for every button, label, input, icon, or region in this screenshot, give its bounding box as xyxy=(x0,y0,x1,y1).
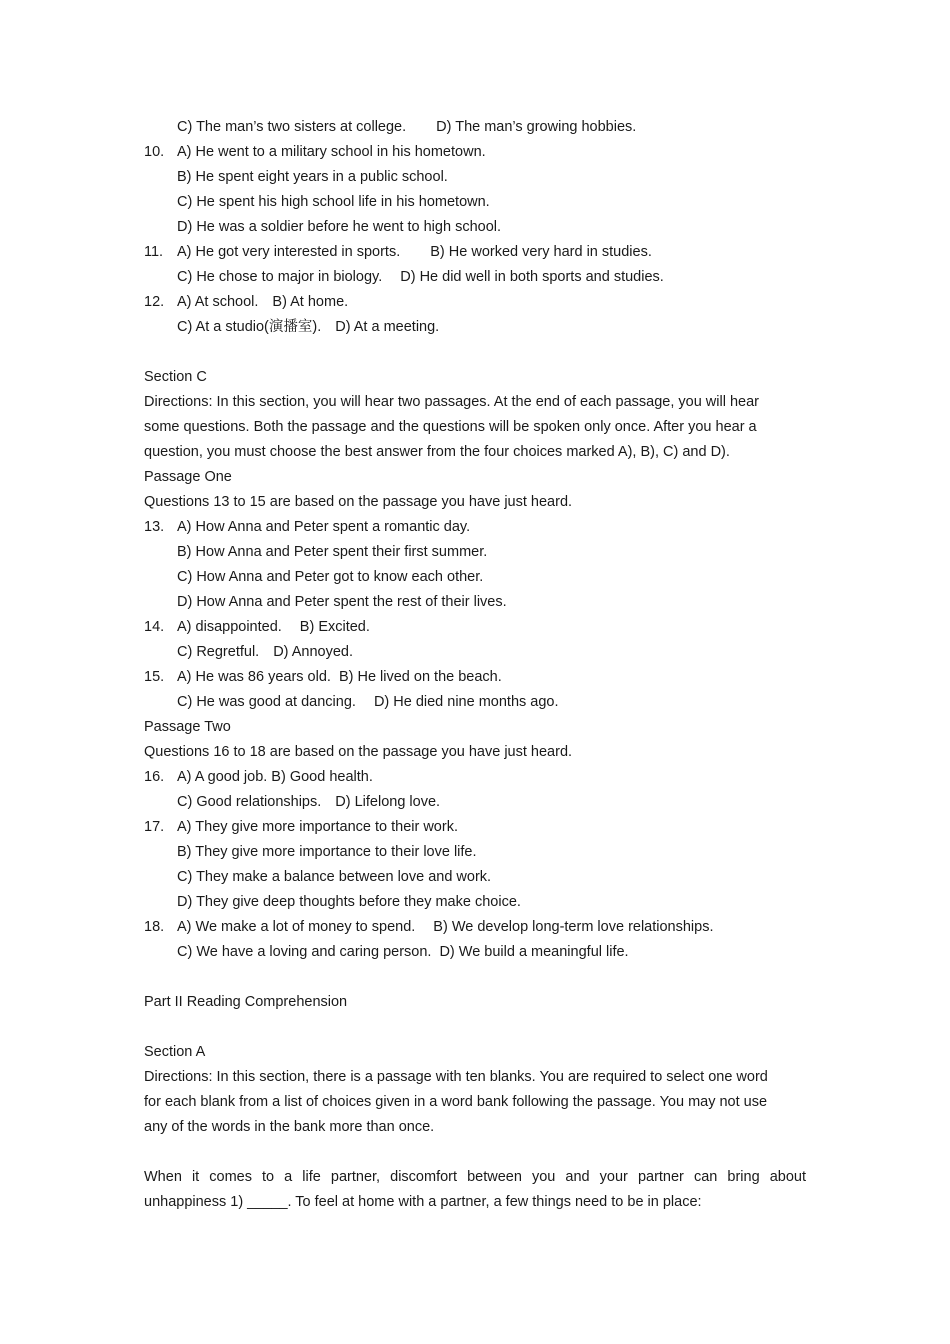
question-17-option-a-line xyxy=(144,815,806,840)
question-18-option-d: D) We build a meaningful life. xyxy=(439,944,629,960)
question-12-options-ab xyxy=(144,290,806,315)
question-14-option-a: A) disappointed. xyxy=(177,619,282,635)
question-16-option-a: A) A good job. xyxy=(177,769,268,785)
question-14-option-d: D) Annoyed. xyxy=(273,644,354,660)
question-16-number: 16. xyxy=(144,769,165,785)
document-page xyxy=(144,115,806,1215)
question-11-option-c: C) He chose to major in biology. xyxy=(177,269,383,285)
passage-line-1: When it comes to a life partner, discomfort between you and your partner can bring about xyxy=(144,1169,806,1185)
question-15-option-b: B) He lived on the beach. xyxy=(338,669,502,685)
question-12-option-b: B) At home. xyxy=(272,294,349,310)
question-16-options-cd xyxy=(144,790,806,815)
section-c-title: Section C xyxy=(144,369,207,385)
section-a-directions-line-2: for each blank from a list of choices given in a word bank following the passage. You may not use xyxy=(144,1094,768,1110)
question-16-options-ab xyxy=(144,765,806,790)
question-14-option-c: C) Regretful. xyxy=(177,644,260,660)
question-17-option-b: B) They give more importance to their love life. xyxy=(177,844,477,860)
section-a-directions-line-3: any of the words in the bank more than once. xyxy=(144,1119,435,1135)
section-a-directions-line-1: Directions: In this section, there is a passage with ten blanks. You are required to select one word xyxy=(144,1069,768,1085)
passage-line-2: unhappiness 1) _____. To feel at home with a partner, a few things need to be in place: xyxy=(144,1194,702,1210)
question-10-option-b: B) He spent eight years in a public school. xyxy=(177,169,448,185)
part-2-title: Part II Reading Comprehension xyxy=(144,994,348,1010)
question-12-option-d: D) At a meeting. xyxy=(335,319,440,335)
question-16-option-b: B) Good health. xyxy=(271,769,373,785)
question-15-option-c: C) He was good at dancing. xyxy=(177,694,356,710)
question-13-number: 13. xyxy=(144,519,165,535)
question-10-option-d: D) He was a soldier before he went to high school. xyxy=(177,219,502,235)
spacer xyxy=(144,340,806,365)
question-18-option-b: B) We develop long-term love relationships. xyxy=(433,919,714,935)
question-15-options-cd xyxy=(144,690,806,715)
question-11-number: 11. xyxy=(144,244,164,260)
question-18-option-a: A) We make a lot of money to spend. xyxy=(177,919,416,935)
question-10-option-c: C) He spent his high school life in his hometown. xyxy=(177,194,490,210)
question-15-option-a: A) He was 86 years old. xyxy=(177,669,331,685)
question-14-option-b: B) Excited. xyxy=(299,619,370,635)
question-12-number: 12. xyxy=(144,294,165,310)
question-9-option-d: D) The man’s growing hobbies. xyxy=(436,119,637,135)
question-13-option-b: B) How Anna and Peter spent their first summer. xyxy=(177,544,488,560)
question-12-option-a: A) At school. xyxy=(177,294,259,310)
question-17-number: 17. xyxy=(144,819,165,835)
question-11-options-cd xyxy=(144,265,806,290)
spacer xyxy=(144,965,806,990)
question-15-options-ab xyxy=(144,665,806,690)
question-18-options-ab xyxy=(144,915,806,940)
question-15-number: 15. xyxy=(144,669,165,685)
passage-one-title: Passage One xyxy=(144,469,232,485)
question-14-options-ab xyxy=(144,615,806,640)
question-13-option-d: D) How Anna and Peter spent the rest of their lives. xyxy=(177,594,507,610)
question-10-option-a: A) He went to a military school in his hometown. xyxy=(177,144,486,160)
question-12-option-c: C) At a studio(演播室). xyxy=(177,319,322,335)
question-9-options-cd xyxy=(144,115,806,140)
section-c-directions-line-3: question, you must choose the best answer from the four choices marked A), B), C) and D). xyxy=(144,444,730,460)
question-18-options-cd xyxy=(144,940,806,965)
question-10-option-a-line xyxy=(144,140,806,165)
question-12-options-cd xyxy=(144,315,806,340)
question-18-option-c: C) We have a loving and caring person. xyxy=(177,944,432,960)
question-15-option-d: D) He died nine months ago. xyxy=(373,694,559,710)
question-16-option-d: D) Lifelong love. xyxy=(335,794,441,810)
question-13-option-a-line xyxy=(144,515,806,540)
question-14-number: 14. xyxy=(144,619,165,635)
passage-one-intro: Questions 13 to 15 are based on the passage you have just heard. xyxy=(144,494,573,510)
question-9-option-c: C) The man’s two sisters at college. xyxy=(177,119,407,135)
question-17-option-c: C) They make a balance between love and work. xyxy=(177,869,492,885)
question-11-options-ab xyxy=(144,240,806,265)
question-18-number: 18. xyxy=(144,919,165,935)
section-c-directions-line-1: Directions: In this section, you will hear two passages. At the end of each passage, you will hear xyxy=(144,394,759,410)
question-11-option-d: D) He did well in both sports and studies. xyxy=(400,269,664,285)
question-17-option-a: A) They give more importance to their work. xyxy=(177,819,458,835)
question-14-options-cd xyxy=(144,640,806,665)
question-11-option-a: A) He got very interested in sports. xyxy=(177,244,401,260)
question-11-option-b: B) He worked very hard in studies. xyxy=(430,244,652,260)
question-10-number: 10. xyxy=(144,144,165,160)
spacer xyxy=(144,1140,806,1165)
spacer xyxy=(144,1015,806,1040)
section-c-directions-line-2: some questions. Both the passage and the questions will be spoken only once. After you hear a xyxy=(144,419,757,435)
section-a-title: Section A xyxy=(144,1044,206,1060)
question-16-option-c: C) Good relationships. xyxy=(177,794,322,810)
question-13-option-a: A) How Anna and Peter spent a romantic day. xyxy=(177,519,471,535)
passage-two-intro: Questions 16 to 18 are based on the passage you have just heard. xyxy=(144,744,573,760)
question-13-option-c: C) How Anna and Peter got to know each other. xyxy=(177,569,484,585)
question-17-option-d: D) They give deep thoughts before they make choice. xyxy=(177,894,521,910)
passage-two-title: Passage Two xyxy=(144,719,231,735)
